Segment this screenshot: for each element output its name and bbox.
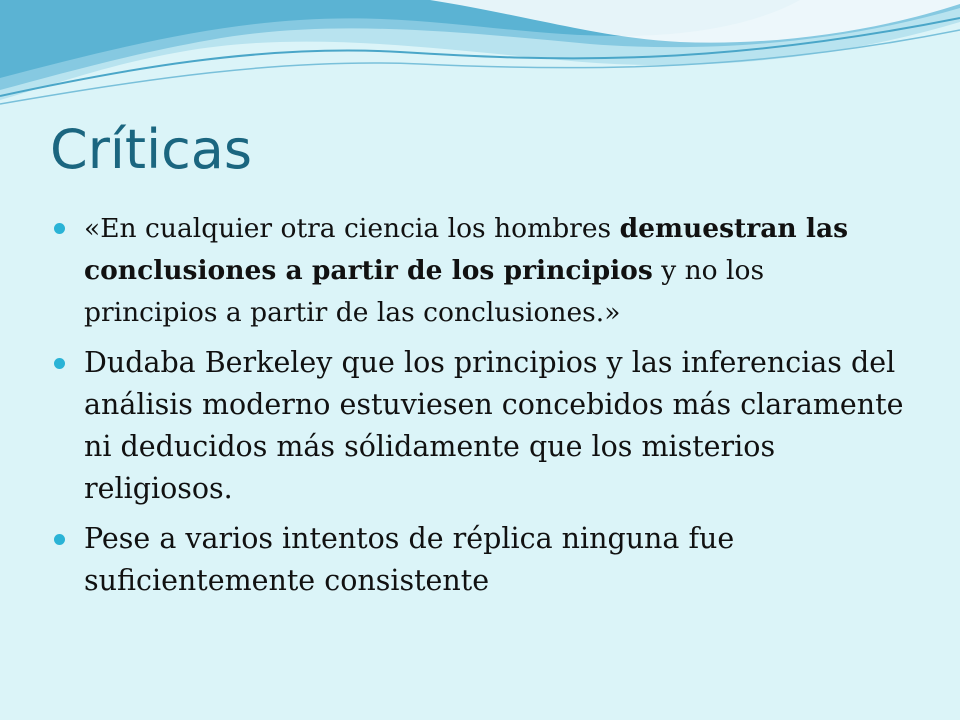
bullet-item-3 xyxy=(54,518,904,602)
bullet-item-2 xyxy=(54,342,904,510)
header-wave-decoration xyxy=(0,0,960,120)
bullet-list xyxy=(54,208,904,610)
bullet-1-text-end: y no los principios a partir de las conclusiones.» xyxy=(84,255,765,328)
bullet-dot-icon xyxy=(54,223,65,234)
bullet-1-text-start: «En cualquier otra ciencia los hombres xyxy=(84,213,620,244)
bullet-item-1 xyxy=(54,208,904,334)
bullet-dot-icon xyxy=(54,358,65,369)
bullet-dot-icon xyxy=(54,534,65,545)
slide-title: Críticas xyxy=(50,118,252,181)
bullet-2-text: Dudaba Berkeley que los principios y las inferencias del análisis moderno estuviesen concebidos más claramente ni deducidos más sólidamente que los misterios religiosos. xyxy=(84,346,904,505)
bullet-1-bold-text: demuestran las conclusiones a partir de los principios xyxy=(84,213,849,286)
bullet-3-text: Pese a varios intentos de réplica ninguna fue suficientemente consistente xyxy=(84,522,735,597)
